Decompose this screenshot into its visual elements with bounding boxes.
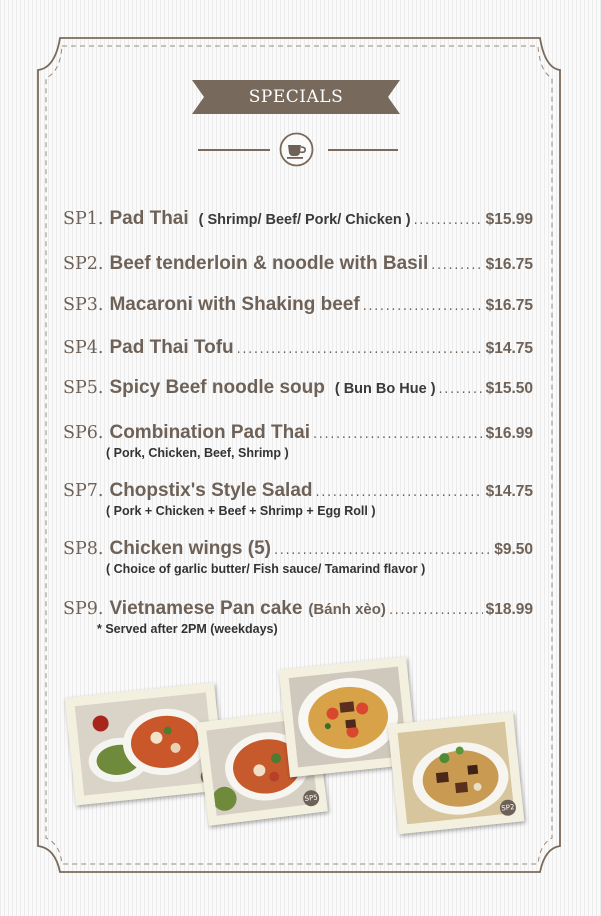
menu-item-sp5 [63, 377, 533, 399]
item-code: SP7. [63, 481, 104, 501]
beef-noodle-photo [397, 722, 514, 825]
item-code: SP1. [63, 209, 104, 229]
item-name: Macaroni with Shaking beef [109, 294, 360, 315]
divider-left [198, 149, 270, 151]
leader-dots [431, 258, 482, 273]
item-code: SP8. [63, 539, 104, 559]
item-price: $18.99 [485, 601, 533, 618]
item-code: SP2. [63, 254, 104, 274]
menu-item-sp7 [63, 480, 533, 518]
menu-item-sp2 [63, 253, 533, 275]
item-price: $14.75 [485, 483, 533, 500]
menu-item-sp4 [63, 337, 533, 359]
leader-dots [389, 603, 483, 618]
item-price: $16.99 [485, 425, 533, 442]
item-price: $15.99 [485, 211, 533, 228]
item-name: Beef tenderloin & noodle with Basil [109, 253, 429, 274]
item-price: $9.50 [494, 541, 533, 558]
item-note: * Served after 2PM (weekdays) [97, 622, 278, 636]
menu-item-sp9 [63, 598, 533, 636]
item-price: $15.50 [485, 380, 533, 397]
item-price: $14.75 [485, 340, 533, 357]
menu-item-sp8 [63, 538, 533, 576]
page-title: SPECIALS [248, 87, 344, 107]
leader-dots [316, 485, 483, 500]
leader-dots [414, 213, 483, 228]
item-detail: (Bánh xèo) [308, 601, 386, 618]
item-name: Pad Thai [109, 208, 189, 229]
noodle-soup-photo [75, 692, 216, 795]
item-note: ( Choice of garlic butter/ Fish sauce/ Tamarind flavor ) [106, 562, 426, 576]
coffee-cup-icon [279, 132, 314, 167]
item-name: Chicken wings (5) [109, 538, 271, 559]
leader-dots [237, 342, 483, 357]
item-note: ( Pork + Chicken + Beef + Shrimp + Egg Roll ) [106, 504, 376, 518]
menu-item-sp1 [63, 208, 533, 230]
item-code: SP5. [63, 378, 104, 398]
item-code: SP6. [63, 423, 104, 443]
item-code: SP4. [63, 338, 104, 358]
divider-right [328, 149, 398, 151]
menu-item-sp3 [63, 294, 533, 316]
item-code: SP3. [63, 295, 104, 315]
item-code: SP9. [63, 599, 104, 619]
item-detail: ( Bun Bo Hue ) [334, 381, 436, 397]
item-name: Combination Pad Thai [109, 422, 311, 443]
leader-dots [363, 299, 483, 314]
item-name: Pad Thai Tofu [109, 337, 234, 358]
item-name: Spicy Beef noodle soup [109, 377, 325, 398]
leader-dots [313, 427, 483, 442]
item-name: Vietnamese Pan cake [109, 598, 303, 619]
item-detail: ( Shrimp/ Beef/ Pork/ Chicken ) [198, 212, 411, 228]
item-name: Chopstix's Style Salad [109, 480, 313, 501]
food-photo-sp2-beef-noodle [388, 712, 525, 835]
menu-item-sp6 [63, 422, 533, 460]
photo-tag: SP2 [499, 799, 517, 817]
item-note: ( Pork, Chicken, Beef, Shrimp ) [106, 446, 289, 460]
item-price: $16.75 [485, 297, 533, 314]
item-price: $16.75 [485, 256, 533, 273]
leader-dots [439, 382, 483, 397]
leader-dots [274, 543, 491, 558]
photo-tag: SP5 [302, 789, 320, 807]
